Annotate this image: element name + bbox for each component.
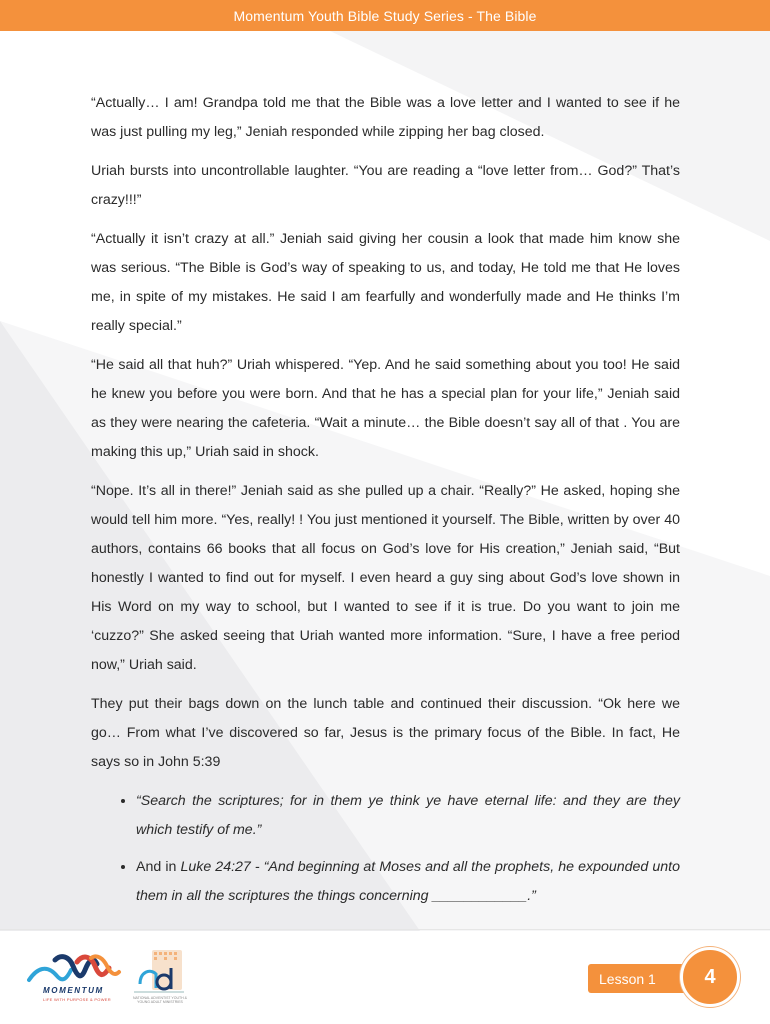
footer-divider bbox=[0, 929, 770, 930]
scripture-list bbox=[91, 787, 680, 911]
page-number-badge bbox=[680, 947, 740, 1007]
page-content bbox=[91, 89, 680, 919]
paragraph: They put their bags down on the lunch table and continued their discussion. “Ok here we go… From what I’ve discovered so far, Jesus is the primary focus of the Bible. In fact, He says so in John 5:39 bbox=[91, 696, 680, 770]
nad-youth-logo-text: NATIONAL ADVENTIST YOUTH & YOUNG ADULT MINISTRIES bbox=[133, 996, 187, 1004]
paragraph: “He said all that huh?” Uriah whispered. “Yep. And he said something about you too! He said he knew you before you were born. And that he has a special plan for your life,” Jeniah said as they were nearing the cafeteria. “Wait a minute… the Bible doesn’t say all of that . You are making this up,” Uriah said in shock. bbox=[91, 357, 680, 460]
list-item: • “Search the scriptures; for in them ye think ye have eternal life: and they are they which testify of me.” bbox=[136, 787, 680, 845]
header-title: Momentum Youth Bible Study Series - The Bible bbox=[233, 7, 537, 24]
momentum-logo-text: MOMENTUM bbox=[43, 986, 104, 995]
header-bar bbox=[0, 0, 770, 31]
lesson-tab bbox=[588, 964, 693, 993]
list-item bbox=[136, 853, 680, 911]
paragraph: Uriah bursts into uncontrollable laughter. “You are reading a “love letter from… God?” That’s crazy!!!” bbox=[91, 163, 680, 208]
list-item-prefix: And in bbox=[136, 859, 181, 875]
paragraph: “Nope. It’s all in there!” Jeniah said as she pulled up a chair. “Really?” He asked, hoping she would tell him more. “Yes, really! ! You just mentioned it yourself. The Bible, written by over 40 authors, contains 66 books that all focus on God’s love for His creation,” Jeniah said, “But honestly I wanted to find out for myself. I even heard a guy sing about God’s love shown in His Word on my way to school, but I wanted to see if it is true. Do you want to join me ‘cuzzo?” She asked seeing that Uriah wanted more information. “Sure, I have a free period now,” Uriah said. bbox=[91, 483, 680, 673]
page-number: 4 bbox=[704, 965, 716, 988]
scripture-reference: Luke 24:27 bbox=[180, 859, 251, 875]
paragraph: “Actually… I am! Grandpa told me that the Bible was a love letter and I wanted to see if he was just pulling my leg,” Jeniah responded while zipping her bag closed. bbox=[91, 95, 680, 140]
scripture-quote: - “And beginning at Moses and all the prophets, he expounded unto them in all the scriptures the things concerning ____________.” bbox=[136, 859, 680, 904]
momentum-logo-tagline: LIFE WITH PURPOSE & POWER bbox=[43, 997, 111, 1002]
lesson-label: Lesson 1 bbox=[599, 970, 656, 987]
paragraph: “Actually it isn’t crazy at all.” Jeniah said giving her cousin a look that made him know she was serious. “The Bible is God’s way of speaking to us, and today, He told me that He loves me, in spite of my mistakes. He said I am fearfully and wonderfully made and He thinks I’m really special.” bbox=[91, 231, 680, 334]
